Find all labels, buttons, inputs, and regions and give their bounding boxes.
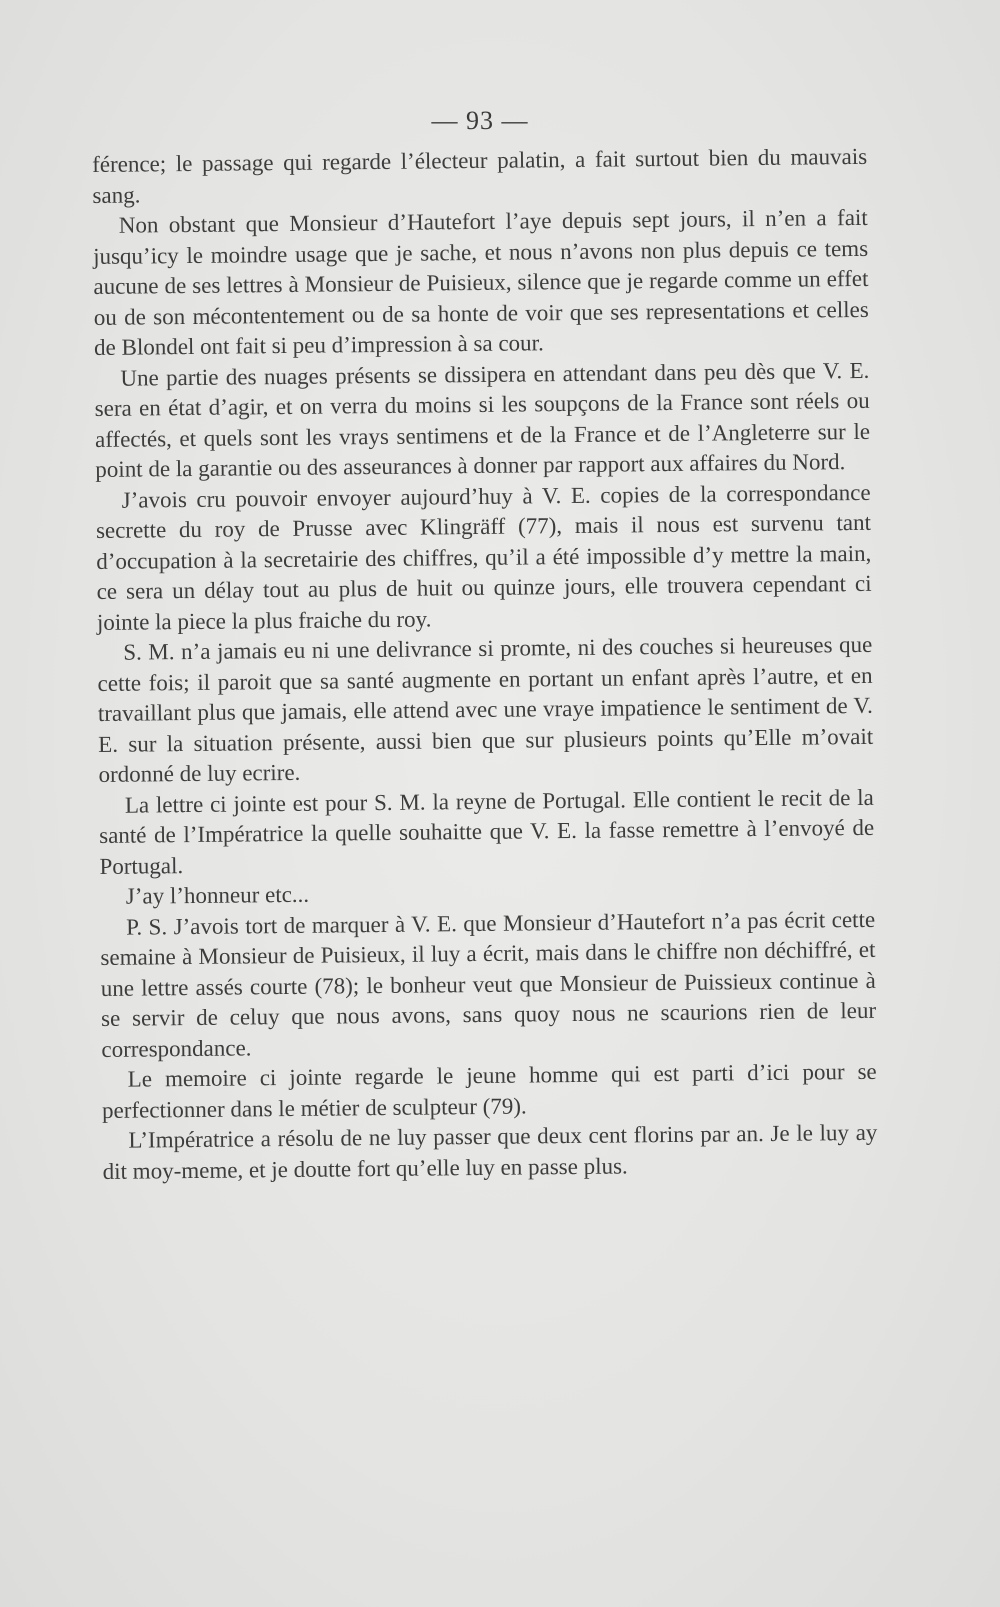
paragraph: La lettre ci jointe est pour S. M. la reyne de Portugal. Elle contient le recit de la santé de l’Impératrice la quelle souhaitte que V. E. la fasse remettre à l’envoyé de Portugal. <box>99 784 875 879</box>
paragraph: J’ay l’honneur etc... <box>125 881 310 909</box>
paragraph: Le memoire ci jointe regarde le jeune homme qui est parti d’ici pour se perfectionner dans le métier de sculpteur (79). <box>101 1058 877 1123</box>
page-number: — 93 — <box>431 106 529 135</box>
paragraph: S. M. n’a jamais eu ni une delivrance si promte, ni des couches si heureuses que cette fois; il paroit que sa santé augmente en portant un enfant après l’autre, et en travaillant plus que jamais, elle attend avec une vraye impatience le sentiment de V. E. sur la situation présente, aussi bien que sur plusieurs points qu’Elle m’ovait ordonné de luy ecrire. <box>97 631 874 787</box>
paragraph: P. S. J’avois tort de marquer à V. E. que Monsieur d’Hautefort n’a pas écrit cette semaine à Monsieur de Puisieux, il luy a écrit, mais dans le chiffre non déchiffré, et une lettre assés courte (78); le bonheur veut que Monsieur de Puissieux continue à se servir de celuy que nous avons, sans quoy nous ne scaurions rien de leur correspondance. <box>100 906 877 1062</box>
paragraph: Une partie des nuages présents se dissipera en attendant dans peu dès que V. E. sera en état d’agir, et on verra du moins si les soupçons de la France sont réels ou affectés, et quels sont les vrays sentimens et de la France et de l’Angleterre sur le point de la garantie ou des asseurances à donner par rapport aux affaires du Nord. <box>94 357 871 482</box>
paragraph: L’Impératrice a résolu de ne luy passer que deux cent florins par an. Je le luy ay dit moy-meme, et je doutte fort qu’elle luy en passe plus. <box>102 1119 878 1184</box>
body-text <box>92 142 878 1187</box>
paragraph: férence; le passage qui regarde l’électeur palatin, a fait surtout bien du mauvais sang. <box>92 143 868 208</box>
paragraph: Non obstant que Monsieur d’Hautefort l’aye depuis sept jours, il n’en a fait jusqu’icy le moindre usage que je sache, et nous n’avons non plus depuis ce tems aucune de ses lettres à Monsieur de Puisieux, silence que je regarde comme un effet ou de son mécontentement ou de sa honte de voir que ses representations et celles de Blondel ont fait si peu d’impression à sa cour. <box>92 204 869 360</box>
paragraph: J’avois cru pouvoir envoyer aujourd’huy à V. E. copies de la correspondance secrette du roy de Prusse avec Klingräff (77), mais il nous est survenu tant d’occupation à la secretairie des chiffres, qu’il a été impossible d’y mettre la main, ce sera un délay tout au plus de huit ou quinze jours, elle trouvera cependant ci jointe la piece la plus fraiche du roy. <box>95 479 872 635</box>
